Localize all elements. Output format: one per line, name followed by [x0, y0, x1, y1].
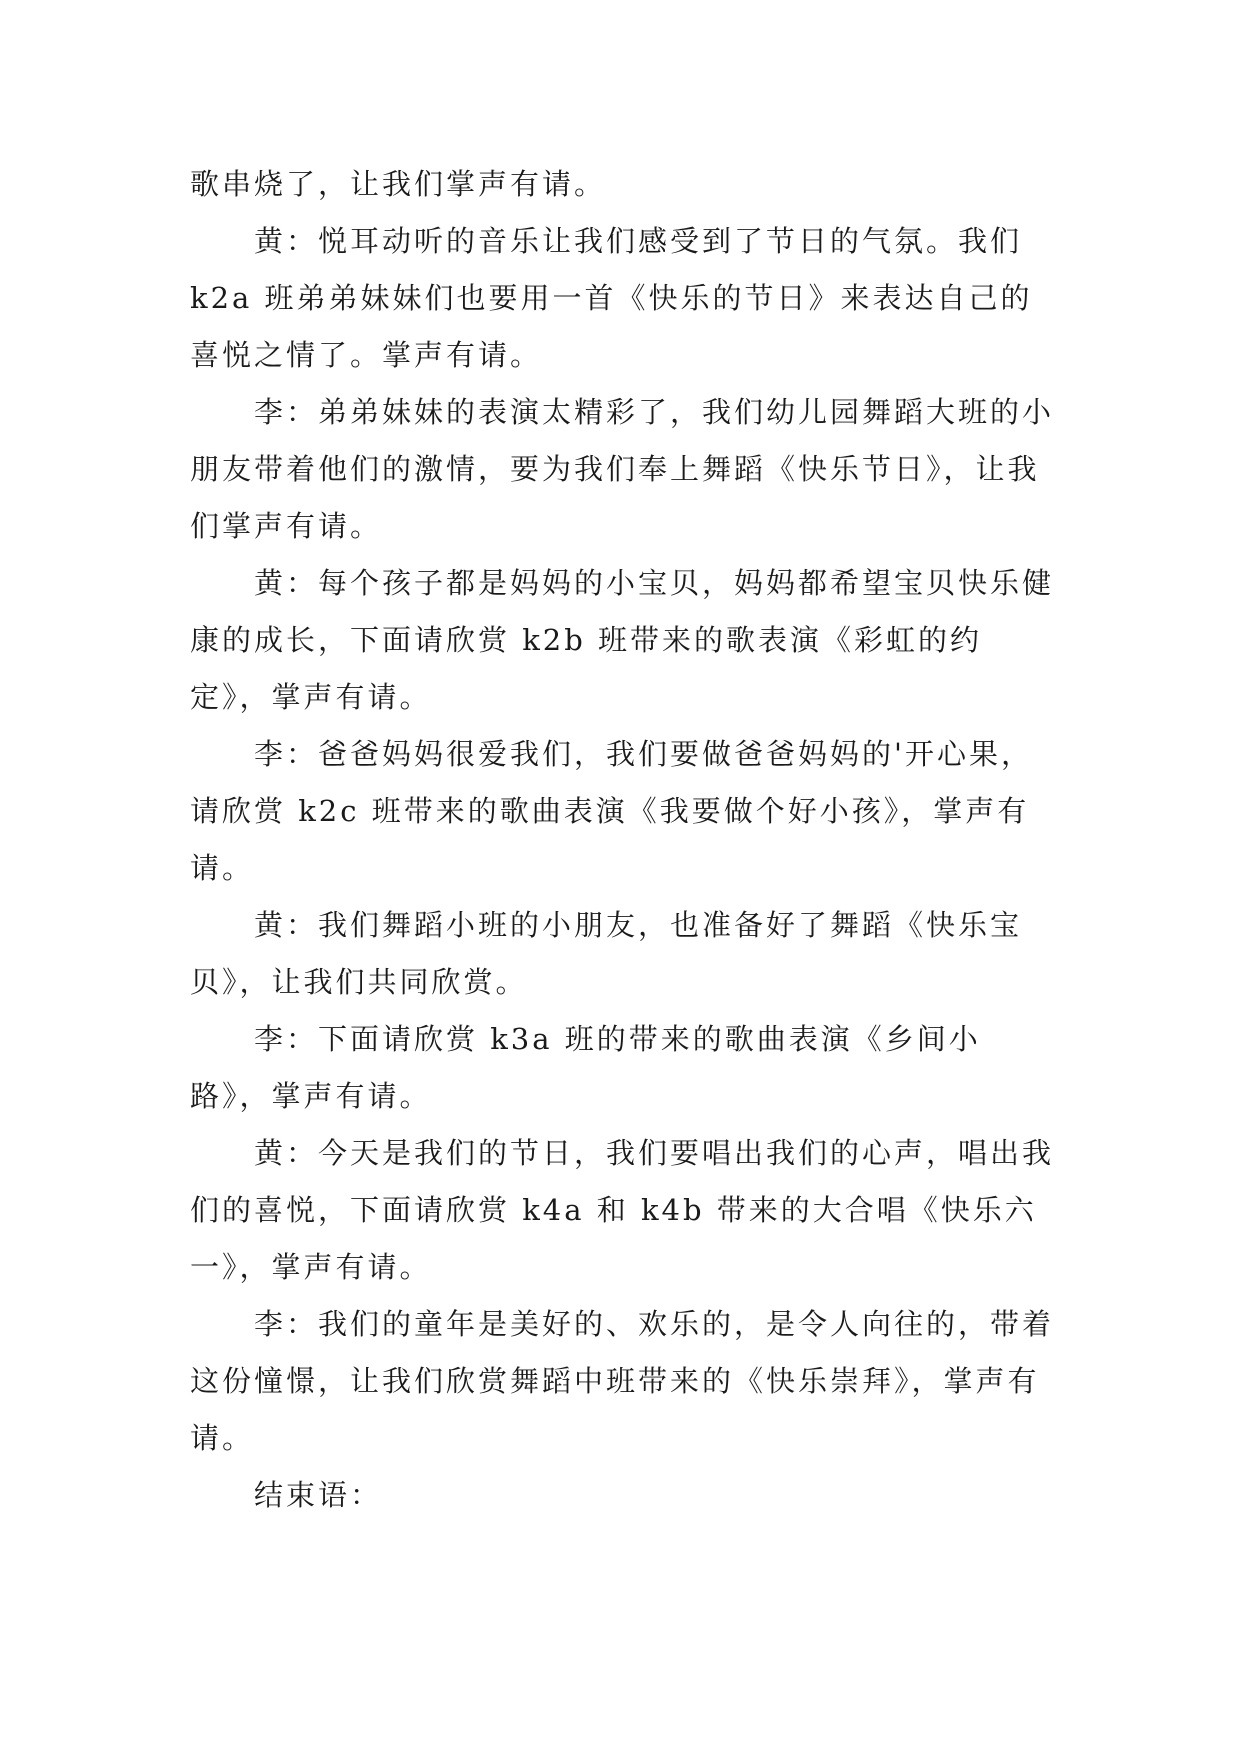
paragraph-huang-3: 黄：我们舞蹈小班的小朋友，也准备好了舞蹈《快乐宝贝》，让我们共同欣赏。: [190, 908, 1023, 999]
paragraph-continuation: 歌串烧了，让我们掌声有请。: [190, 167, 607, 201]
paragraph-li-1: 李：弟弟妹妹的表演太精彩了，我们幼儿园舞蹈大班的小朋友带着他们的激情，要为我们奉上舞蹈《快乐节日》，让我们掌声有请。: [190, 395, 1055, 543]
paragraph-huang-4: 黄：今天是我们的节日，我们要唱出我们的心声，唱出我们的喜悦，下面请欣赏 k4a 和 k4b 带来的大合唱《快乐六一》，掌声有请。: [190, 1136, 1055, 1284]
paragraph-li-4: 李：我们的童年是美好的、欢乐的，是令人向往的，带着这份憧憬，让我们欣赏舞蹈中班带来的《快乐崇拜》，掌声有请。: [190, 1307, 1055, 1455]
paragraph-huang-1: 黄：悦耳动听的音乐让我们感受到了节日的气氛。我们k2a 班弟弟妹妹们也要用一首《快乐的节日》来表达自己的喜悦之情了。掌声有请。: [190, 224, 1033, 372]
paragraph-huang-2: 黄：每个孩子都是妈妈的小宝贝，妈妈都希望宝贝快乐健康的成长，下面请欣赏 k2b 班带来的歌表演《彩虹的约定》，掌声有请。: [190, 566, 1055, 714]
document-body: [190, 156, 1058, 1524]
paragraph-li-3: 李：下面请欣赏 k3a 班的带来的歌曲表演《乡间小路》，掌声有请。: [190, 1022, 981, 1113]
paragraph-closing-heading: 结束语：: [254, 1478, 383, 1512]
paragraph-li-2: 李：爸爸妈妈很爱我们，我们要做爸爸妈妈的'开心果，请欣赏 k2c 班带来的歌曲表演《我要做个好小孩》，掌声有请。: [190, 737, 1033, 885]
